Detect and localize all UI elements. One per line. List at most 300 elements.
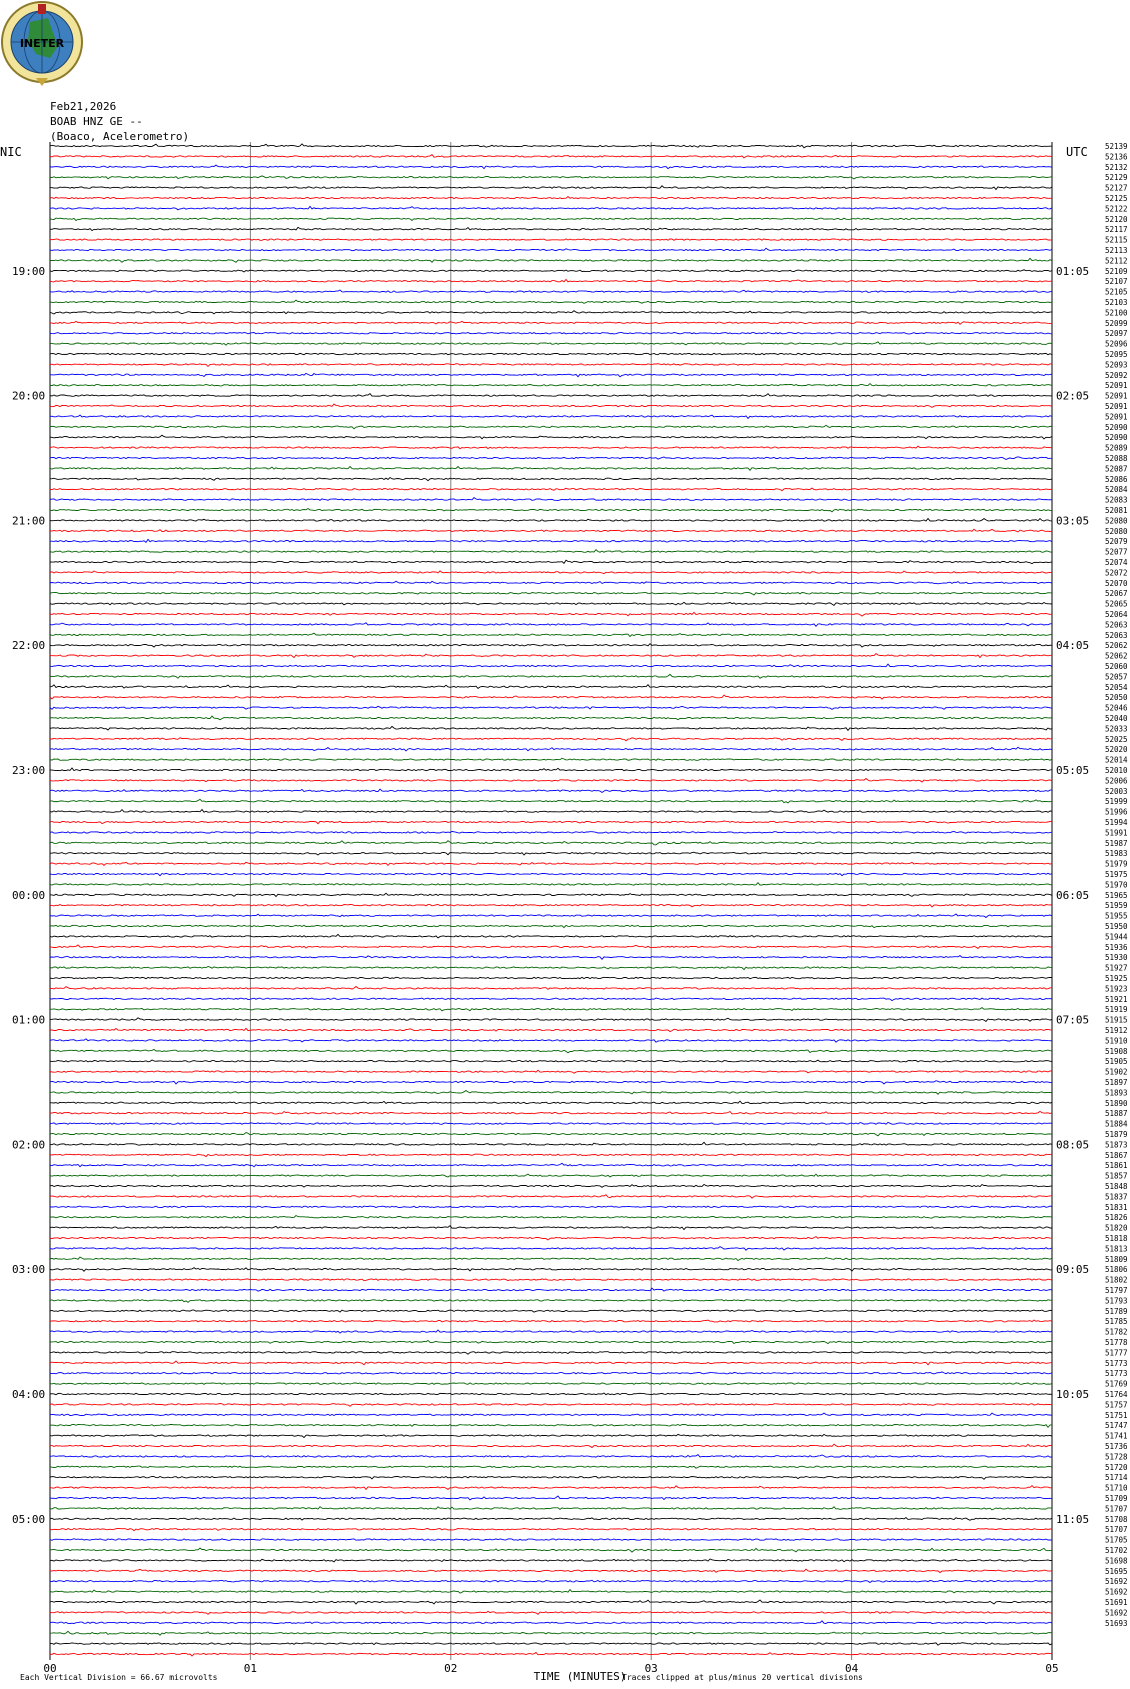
x-tick-label: 05 bbox=[1045, 1662, 1059, 1675]
seismic-trace bbox=[50, 1361, 1052, 1365]
trace-value-label: 52107 bbox=[1105, 277, 1128, 287]
trace-value-label: 52112 bbox=[1105, 256, 1128, 266]
seismic-trace bbox=[50, 1008, 1052, 1011]
trace-value-label: 52050 bbox=[1105, 693, 1128, 703]
trace-value-label: 51887 bbox=[1105, 1109, 1128, 1119]
trace-value-label: 51797 bbox=[1105, 1286, 1128, 1295]
seismic-trace bbox=[50, 415, 1052, 418]
left-hour-label: 20:00 bbox=[12, 389, 46, 403]
left-timezone-label: NIC bbox=[0, 145, 22, 159]
trace-value-label: 51857 bbox=[1105, 1171, 1128, 1181]
trace-value-label: 51831 bbox=[1105, 1202, 1128, 1212]
seismic-trace bbox=[50, 1507, 1052, 1510]
seismic-trace bbox=[50, 1320, 1052, 1322]
trace-value-label: 51959 bbox=[1105, 901, 1128, 911]
trace-value-label: 52072 bbox=[1105, 568, 1128, 578]
seismic-trace bbox=[50, 1154, 1052, 1157]
trace-value-label: 52080 bbox=[1105, 526, 1128, 536]
seismic-trace bbox=[50, 1300, 1052, 1303]
seismic-trace bbox=[50, 239, 1052, 241]
trace-value-label: 51720 bbox=[1105, 1462, 1128, 1472]
seismic-trace bbox=[50, 644, 1052, 647]
trace-value-label: 52125 bbox=[1105, 194, 1128, 203]
trace-value-label: 52113 bbox=[1105, 246, 1128, 255]
trace-value-label: 51777 bbox=[1105, 1348, 1128, 1358]
seismic-trace bbox=[50, 1237, 1052, 1240]
seismic-trace bbox=[50, 873, 1052, 875]
left-hour-label: 19:00 bbox=[12, 264, 46, 278]
trace-value-label: 51698 bbox=[1105, 1556, 1128, 1566]
seismic-trace bbox=[50, 1174, 1052, 1177]
seismic-trace bbox=[50, 1486, 1052, 1490]
seismic-trace bbox=[50, 998, 1052, 1001]
seismic-trace bbox=[50, 1142, 1052, 1145]
right-hour-label: 05:05 bbox=[1056, 764, 1090, 777]
right-hour-label: 11:05 bbox=[1056, 1512, 1090, 1526]
trace-value-label: 51782 bbox=[1105, 1327, 1128, 1337]
seismic-trace bbox=[50, 279, 1052, 282]
trace-value-label: 51861 bbox=[1105, 1161, 1128, 1171]
trace-value-label: 52067 bbox=[1105, 589, 1128, 599]
left-hour-label: 04:00 bbox=[12, 1388, 46, 1401]
trace-value-label: 51778 bbox=[1105, 1338, 1128, 1347]
seismic-traces bbox=[50, 144, 1052, 1656]
trace-value-label: 51848 bbox=[1105, 1182, 1128, 1191]
trace-value-label: 52105 bbox=[1105, 287, 1128, 297]
seismic-trace bbox=[50, 1569, 1052, 1573]
seismic-trace bbox=[50, 934, 1052, 938]
left-hour-label: 02:00 bbox=[12, 1138, 46, 1152]
right-hour-label: 03:05 bbox=[1056, 514, 1090, 528]
trace-value-label: 52091 bbox=[1105, 391, 1128, 401]
seismic-trace bbox=[50, 789, 1052, 792]
trace-value-label: 52033 bbox=[1105, 724, 1128, 734]
seismic-trace bbox=[50, 945, 1052, 948]
seismic-trace bbox=[50, 581, 1052, 584]
seismic-trace bbox=[50, 914, 1052, 918]
seismic-trace bbox=[50, 810, 1052, 813]
trace-value-label: 51912 bbox=[1105, 1026, 1128, 1035]
seismic-trace bbox=[50, 1101, 1052, 1103]
trace-value-label: 51692 bbox=[1105, 1587, 1128, 1597]
trace-value-label: 52139 bbox=[1105, 142, 1128, 151]
seismic-trace bbox=[50, 716, 1052, 720]
logo-text: INETER bbox=[19, 37, 65, 50]
trace-value-label: 51818 bbox=[1105, 1234, 1128, 1243]
seismic-trace bbox=[50, 612, 1052, 616]
seismic-trace bbox=[50, 747, 1052, 751]
trace-value-label: 51893 bbox=[1105, 1088, 1128, 1098]
seismic-trace bbox=[50, 467, 1052, 471]
left-hour-label: 00:00 bbox=[12, 888, 46, 902]
trace-value-label: 51927 bbox=[1105, 963, 1128, 973]
seismic-trace bbox=[50, 1518, 1052, 1521]
right-timezone-label: UTC bbox=[1066, 145, 1088, 159]
trace-value-label: 52060 bbox=[1105, 662, 1128, 671]
record-date: Feb21,2026 bbox=[50, 100, 117, 113]
seismic-trace bbox=[50, 457, 1052, 460]
seismic-trace bbox=[50, 852, 1052, 855]
trace-value-label: 52095 bbox=[1105, 350, 1128, 359]
trace-value-label: 52090 bbox=[1105, 422, 1128, 432]
trace-value-label: 51802 bbox=[1105, 1275, 1128, 1285]
seismic-trace bbox=[50, 1611, 1052, 1614]
seismic-trace bbox=[50, 1477, 1052, 1480]
trace-value-label: 52132 bbox=[1105, 162, 1128, 172]
trace-value-label: 51936 bbox=[1105, 942, 1128, 952]
trace-value-label: 52117 bbox=[1105, 225, 1128, 235]
trace-value-label: 51709 bbox=[1105, 1494, 1128, 1503]
seismic-trace bbox=[50, 925, 1052, 927]
seismic-trace bbox=[50, 384, 1052, 386]
seismic-trace bbox=[50, 1413, 1052, 1415]
trace-value-label: 51930 bbox=[1105, 953, 1128, 963]
seismic-trace bbox=[50, 333, 1052, 334]
seismic-trace bbox=[50, 695, 1052, 699]
seismic-trace bbox=[50, 1195, 1052, 1198]
trace-value-label: 52057 bbox=[1105, 672, 1128, 682]
trace-value-label: 52089 bbox=[1105, 443, 1128, 453]
trace-value-label: 52096 bbox=[1105, 339, 1128, 349]
seismic-trace bbox=[50, 186, 1052, 190]
seismic-trace bbox=[50, 519, 1052, 522]
trace-value-label: 52020 bbox=[1105, 745, 1128, 755]
x-tick-label: 01 bbox=[243, 1662, 258, 1675]
x-tick-label: 04 bbox=[844, 1662, 859, 1675]
trace-value-label: 51809 bbox=[1105, 1254, 1128, 1264]
trace-value-label: 51691 bbox=[1105, 1598, 1128, 1607]
right-hour-label: 07:05 bbox=[1056, 1013, 1090, 1027]
trace-value-label: 52084 bbox=[1105, 485, 1128, 495]
trace-value-label: 52062 bbox=[1105, 641, 1128, 651]
trace-value-label: 52087 bbox=[1105, 464, 1128, 474]
trace-value-label: 51902 bbox=[1105, 1067, 1128, 1077]
seismic-trace bbox=[50, 1091, 1052, 1095]
trace-value-label: 52092 bbox=[1105, 370, 1128, 380]
seismic-trace bbox=[50, 1216, 1052, 1219]
right-hour-label: 08:05 bbox=[1056, 1138, 1090, 1152]
seismic-trace bbox=[50, 799, 1052, 803]
seismic-trace bbox=[50, 404, 1052, 407]
trace-value-label: 52025 bbox=[1105, 734, 1128, 744]
trace-value-label: 52120 bbox=[1105, 214, 1128, 224]
seismic-trace bbox=[50, 1049, 1052, 1052]
seismic-trace bbox=[50, 1404, 1052, 1407]
trace-value-label: 52091 bbox=[1105, 412, 1128, 422]
seismic-trace bbox=[50, 1268, 1052, 1272]
seismic-trace bbox=[50, 435, 1052, 439]
trace-value-label: 51905 bbox=[1105, 1057, 1128, 1067]
trace-value-label: 52046 bbox=[1105, 703, 1128, 713]
trace-value-label: 51751 bbox=[1105, 1410, 1128, 1420]
seismic-trace bbox=[50, 1621, 1052, 1624]
seismic-trace bbox=[50, 248, 1052, 251]
seismic-trace bbox=[50, 654, 1052, 658]
trace-value-label: 52083 bbox=[1105, 495, 1128, 505]
trace-value-label: 51773 bbox=[1105, 1358, 1128, 1368]
seismic-trace bbox=[50, 862, 1052, 865]
trace-value-label: 52062 bbox=[1105, 651, 1128, 661]
trace-value-label: 51757 bbox=[1105, 1400, 1128, 1410]
seismic-trace bbox=[50, 206, 1052, 209]
seismic-trace bbox=[50, 373, 1052, 376]
trace-value-label: 51879 bbox=[1105, 1130, 1128, 1139]
trace-value-label: 52003 bbox=[1105, 786, 1128, 796]
trace-value-label: 52097 bbox=[1105, 329, 1128, 339]
seismic-trace bbox=[50, 1352, 1052, 1355]
seismic-trace bbox=[50, 498, 1052, 501]
seismic-trace bbox=[50, 1444, 1052, 1447]
seismic-trace bbox=[50, 1631, 1052, 1635]
division-note: Each Vertical Division = 66.67 microvolts bbox=[20, 1673, 218, 1682]
seismic-trace bbox=[50, 1653, 1052, 1657]
trace-value-label: 51944 bbox=[1105, 932, 1128, 942]
right-hour-label: 04:05 bbox=[1056, 639, 1090, 653]
left-hour-label: 05:00 bbox=[12, 1512, 46, 1526]
seismic-trace bbox=[50, 509, 1052, 512]
seismic-trace bbox=[50, 593, 1052, 596]
trace-value-label: 51950 bbox=[1105, 922, 1128, 931]
seismic-trace bbox=[50, 1600, 1052, 1604]
seismic-trace bbox=[50, 1060, 1052, 1062]
seismic-trace bbox=[50, 446, 1052, 449]
seismic-trace bbox=[50, 353, 1052, 354]
trace-value-label: 52129 bbox=[1105, 173, 1128, 183]
trace-value-label: 51908 bbox=[1105, 1046, 1128, 1056]
trace-value-label: 51979 bbox=[1105, 859, 1128, 869]
x-axis-title: TIME (MINUTES) bbox=[533, 1670, 627, 1683]
station-location: (Boaco, Acelerometro) bbox=[50, 130, 190, 143]
trace-value-label: 51789 bbox=[1105, 1306, 1128, 1316]
seismic-trace bbox=[50, 633, 1052, 636]
seismic-trace bbox=[50, 1466, 1052, 1468]
trace-value-label: 51867 bbox=[1105, 1150, 1128, 1160]
seismic-trace bbox=[50, 394, 1052, 397]
trace-value-label: 51826 bbox=[1105, 1213, 1128, 1223]
x-tick-label: 02 bbox=[444, 1662, 458, 1675]
trace-value-label: 51955 bbox=[1105, 911, 1128, 921]
trace-value-label: 52136 bbox=[1105, 152, 1128, 162]
left-hour-label: 21:00 bbox=[12, 514, 46, 528]
seismic-trace bbox=[50, 1548, 1052, 1552]
seismic-trace bbox=[50, 758, 1052, 760]
seismic-trace bbox=[50, 841, 1052, 845]
seismic-trace bbox=[50, 321, 1052, 324]
seismic-trace bbox=[50, 685, 1052, 689]
seismic-trace bbox=[50, 706, 1052, 709]
seismic-trace bbox=[50, 768, 1052, 771]
trace-value-label: 52074 bbox=[1105, 558, 1128, 567]
trace-value-label: 52080 bbox=[1105, 516, 1128, 526]
seismic-trace bbox=[50, 300, 1052, 303]
seismic-trace bbox=[50, 155, 1052, 158]
seismic-trace bbox=[50, 831, 1052, 833]
left-hour-label: 22:00 bbox=[12, 639, 46, 653]
seismic-trace bbox=[50, 218, 1052, 220]
seismic-trace bbox=[50, 1039, 1052, 1042]
seismic-trace bbox=[50, 987, 1052, 990]
seismic-trace bbox=[50, 529, 1052, 532]
trace-value-label: 52099 bbox=[1105, 318, 1128, 328]
right-hour-label: 02:05 bbox=[1056, 389, 1090, 403]
seismic-trace bbox=[50, 623, 1052, 627]
seismic-trace bbox=[50, 1247, 1052, 1251]
x-tick-label: 00 bbox=[43, 1662, 57, 1675]
trace-value-label: 51692 bbox=[1105, 1608, 1128, 1618]
trace-value-label: 52127 bbox=[1105, 183, 1128, 193]
seismic-trace bbox=[50, 738, 1052, 741]
trace-value-label: 51919 bbox=[1105, 1005, 1128, 1015]
seismic-trace bbox=[50, 1496, 1052, 1500]
seismic-trace bbox=[50, 1393, 1052, 1395]
seismic-trace bbox=[50, 1383, 1052, 1385]
trace-value-label: 51965 bbox=[1105, 890, 1128, 900]
seismic-trace bbox=[50, 1070, 1052, 1073]
seismic-trace bbox=[50, 1133, 1052, 1136]
seismic-trace bbox=[50, 227, 1052, 230]
trace-value-label: 52090 bbox=[1105, 433, 1128, 443]
seismic-trace bbox=[50, 1163, 1052, 1167]
trace-value-label: 51996 bbox=[1105, 807, 1128, 817]
seismic-trace bbox=[50, 664, 1052, 667]
trace-value-label: 51728 bbox=[1105, 1452, 1128, 1462]
trace-value-label: 51987 bbox=[1105, 838, 1128, 848]
seismic-trace bbox=[50, 560, 1052, 563]
trace-value-label: 51708 bbox=[1105, 1514, 1128, 1524]
trace-value-label: 52040 bbox=[1105, 714, 1128, 723]
seismic-trace bbox=[50, 488, 1052, 491]
clip-note: Traces clipped at plus/minus 20 vertical divisions bbox=[622, 1673, 863, 1682]
trace-value-label: 52103 bbox=[1105, 298, 1128, 307]
seismic-trace bbox=[50, 1539, 1052, 1541]
trace-value-label: 52065 bbox=[1105, 599, 1128, 609]
seismic-trace bbox=[50, 165, 1052, 169]
trace-value-label: 51910 bbox=[1105, 1036, 1128, 1046]
seismic-trace bbox=[50, 1643, 1052, 1646]
seismic-trace bbox=[50, 478, 1052, 481]
seismic-trace bbox=[50, 342, 1052, 345]
trace-value-label: 52079 bbox=[1105, 537, 1128, 547]
trace-value-label: 52122 bbox=[1105, 204, 1128, 214]
trace-value-label: 51991 bbox=[1105, 828, 1128, 838]
trace-value-label: 52063 bbox=[1105, 630, 1128, 640]
trace-value-label: 52014 bbox=[1105, 755, 1128, 765]
trace-value-label: 51999 bbox=[1105, 797, 1128, 807]
trace-value-label: 51970 bbox=[1105, 880, 1128, 890]
seismic-trace bbox=[50, 1257, 1052, 1261]
trace-value-label: 52081 bbox=[1105, 506, 1128, 515]
seismic-trace bbox=[50, 1184, 1052, 1187]
trace-value-label: 52115 bbox=[1105, 235, 1128, 245]
seismic-trace bbox=[50, 1529, 1052, 1531]
trace-value-label: 51692 bbox=[1105, 1577, 1128, 1587]
trace-value-label: 51994 bbox=[1105, 818, 1128, 827]
trace-value-label: 52010 bbox=[1105, 766, 1128, 775]
station-code: BOAB HNZ GE -- bbox=[50, 115, 143, 128]
seismic-trace bbox=[50, 258, 1052, 262]
trace-value-label: 51915 bbox=[1105, 1015, 1128, 1025]
trace-value-label: 52091 bbox=[1105, 402, 1128, 411]
seismic-trace bbox=[50, 956, 1052, 960]
seismic-trace bbox=[50, 1330, 1052, 1333]
seismic-trace bbox=[50, 1122, 1052, 1124]
seismic-trace bbox=[50, 197, 1052, 199]
seismic-trace bbox=[50, 290, 1052, 292]
trace-value-label: 51702 bbox=[1105, 1546, 1128, 1555]
seismic-trace bbox=[50, 144, 1052, 148]
trace-value-label: 51793 bbox=[1105, 1296, 1128, 1306]
seismic-trace bbox=[50, 1206, 1052, 1207]
trace-value-label: 51769 bbox=[1105, 1379, 1128, 1389]
seismic-trace bbox=[50, 1279, 1052, 1281]
trace-value-label: 51773 bbox=[1105, 1369, 1128, 1379]
seismic-trace bbox=[50, 364, 1052, 367]
seismic-trace bbox=[50, 1455, 1052, 1458]
seismic-trace bbox=[50, 1081, 1052, 1084]
right-hour-label: 01:05 bbox=[1056, 264, 1090, 278]
trace-value-label: 51923 bbox=[1105, 984, 1128, 994]
trace-value-label: 51806 bbox=[1105, 1265, 1128, 1275]
trace-value-label: 52077 bbox=[1105, 547, 1128, 557]
trace-value-label: 52064 bbox=[1105, 610, 1128, 619]
seismic-trace bbox=[50, 270, 1052, 272]
right-hour-label: 06:05 bbox=[1056, 888, 1090, 902]
trace-value-label: 52109 bbox=[1105, 266, 1128, 276]
trace-value-label: 51785 bbox=[1105, 1317, 1128, 1327]
trace-value-label: 51705 bbox=[1105, 1535, 1128, 1545]
trace-value-label: 51710 bbox=[1105, 1483, 1128, 1493]
seismic-trace bbox=[50, 311, 1052, 314]
trace-value-label: 51983 bbox=[1105, 849, 1128, 859]
trace-value-label: 51820 bbox=[1105, 1223, 1128, 1233]
seismic-trace bbox=[50, 550, 1052, 553]
left-hour-label: 03:00 bbox=[12, 1263, 46, 1277]
seismic-trace bbox=[50, 571, 1052, 574]
seismic-trace bbox=[50, 176, 1052, 179]
seismic-trace bbox=[50, 1018, 1052, 1022]
seismic-trace bbox=[50, 425, 1052, 429]
seismic-trace bbox=[50, 1288, 1052, 1291]
seismic-trace bbox=[50, 967, 1052, 970]
seismic-trace bbox=[50, 1310, 1052, 1312]
seismic-trace bbox=[50, 779, 1052, 783]
trace-value-label: 52063 bbox=[1105, 620, 1128, 630]
trace-value-label: 51707 bbox=[1105, 1504, 1128, 1514]
trace-value-label: 52100 bbox=[1105, 308, 1128, 318]
left-hour-label: 23:00 bbox=[12, 764, 46, 777]
trace-value-label: 51747 bbox=[1105, 1421, 1128, 1431]
seismic-trace bbox=[50, 602, 1052, 605]
trace-value-label: 51925 bbox=[1105, 974, 1128, 983]
right-hour-label: 10:05 bbox=[1056, 1388, 1090, 1401]
trace-value-label: 52054 bbox=[1105, 682, 1128, 692]
trace-value-label: 51695 bbox=[1105, 1566, 1128, 1576]
seismic-trace bbox=[50, 726, 1052, 730]
trace-value-label: 52091 bbox=[1105, 381, 1128, 391]
seismic-trace bbox=[50, 1372, 1052, 1374]
trace-value-label: 52070 bbox=[1105, 578, 1128, 588]
seismic-trace bbox=[50, 1559, 1052, 1562]
trace-value-label: 51837 bbox=[1105, 1192, 1128, 1202]
trace-value-label: 51764 bbox=[1105, 1390, 1128, 1399]
seismic-trace bbox=[50, 1580, 1052, 1582]
trace-value-label: 52093 bbox=[1105, 360, 1128, 370]
right-hour-label: 09:05 bbox=[1056, 1263, 1090, 1277]
seismic-trace bbox=[50, 1590, 1052, 1594]
seismic-trace bbox=[50, 539, 1052, 542]
seismic-trace bbox=[50, 674, 1052, 678]
left-hour-label: 01:00 bbox=[12, 1013, 46, 1027]
